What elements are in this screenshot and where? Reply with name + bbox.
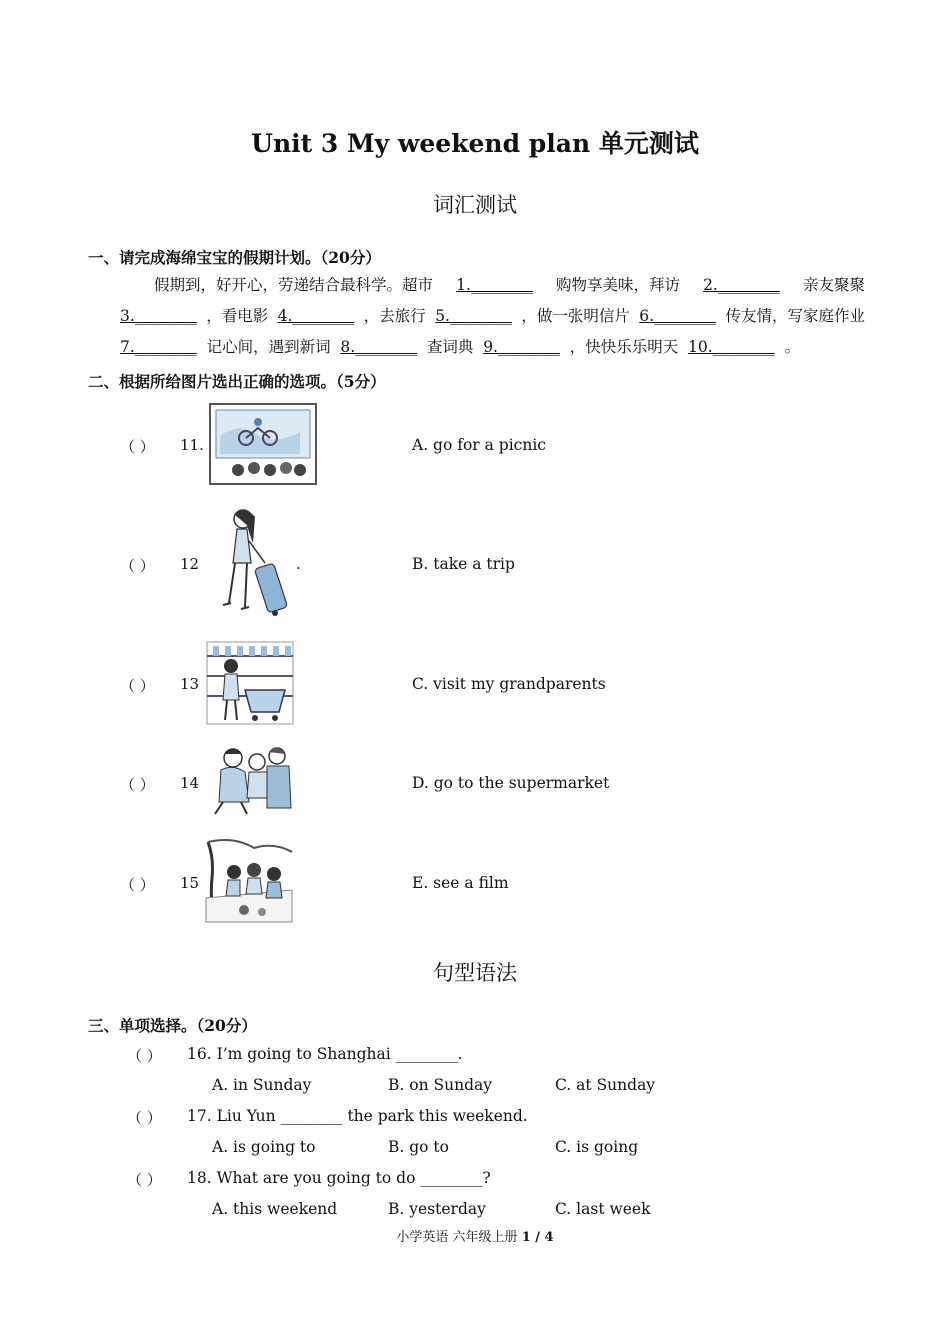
choice-c: C. is going (555, 1138, 639, 1156)
answer-bracket[interactable]: （ ） (120, 438, 155, 456)
answer-bracket[interactable]: （ ） (120, 776, 155, 794)
choice-c: C. last week (555, 1200, 651, 1218)
choice-b: B. yesterday (388, 1200, 486, 1218)
option-c: C. visit my grandparents (412, 675, 606, 693)
page-number: 1 / 4 (521, 1230, 554, 1245)
question-number: 13 (180, 675, 200, 693)
answer-bracket[interactable]: （ ） (120, 557, 155, 575)
family-picture (205, 742, 295, 818)
answer-bracket[interactable]: （ ） (127, 1047, 162, 1065)
choice-a: A. this weekend (212, 1200, 338, 1218)
supermarket-picture (205, 640, 295, 726)
page-footer: 小学英语 六年级上册 1 / 4 (396, 1230, 554, 1245)
option-a: A. go for a picnic (412, 436, 546, 454)
choice-b: B. on Sunday (388, 1076, 492, 1094)
paragraph-line: 7.________ 记心间，遇到新词 8.________ 查词典 9.________ ，快快乐乐明天 10.________ 。 (120, 332, 800, 363)
page-title: Unit 3 My weekend plan 单元测试 (251, 129, 699, 158)
blank[interactable]: 3.________ (120, 307, 197, 325)
blank[interactable]: 1.________ (456, 276, 533, 294)
blank[interactable]: 10.________ (688, 338, 775, 356)
blank[interactable]: 7.________ (120, 338, 197, 356)
question-number: 14 (180, 774, 200, 792)
option-b: B. take a trip (412, 555, 515, 573)
option-e: E. see a film (412, 874, 509, 892)
picnic-picture (204, 838, 294, 924)
blank[interactable]: 2.________ (703, 276, 780, 294)
part-heading-vocabulary: 词汇测试 (433, 193, 517, 217)
answer-bracket[interactable]: （ ） (127, 1109, 162, 1127)
section-1-paragraph (120, 270, 865, 363)
blank[interactable]: 9.________ (483, 338, 560, 356)
part-heading-grammar: 句型语法 (433, 961, 517, 985)
blank[interactable]: 8.________ (340, 338, 418, 356)
trailing-dot: . (296, 555, 301, 573)
cinema-picture (208, 402, 318, 486)
question-number: 12 (180, 555, 200, 573)
choice-b: B. go to (388, 1138, 449, 1156)
question-number: 11. (180, 436, 204, 454)
blank[interactable]: 5.________ (435, 307, 512, 325)
section-2-heading: 二、根据所给图片选出正确的选项。（5分） (88, 372, 386, 391)
question-number: 15 (180, 874, 200, 892)
question-stem: 17. Liu Yun ________ the park this weekend. (187, 1107, 528, 1125)
question-stem: 16. I’m going to Shanghai ________. (187, 1045, 463, 1063)
choice-a: A. is going to (212, 1138, 316, 1156)
section-3-heading: 三、单项选择。（20分） (88, 1016, 257, 1035)
girl-suitcase-picture (203, 503, 298, 619)
question-stem: 18. What are you going to do ________? (187, 1169, 491, 1187)
paragraph-line: 3.________ ，看电影 4.________ ，去旅行 5.________ ，做一张明信片 6.________ 传友情，写家庭作业 (120, 301, 865, 332)
choice-a: A. in Sunday (212, 1076, 312, 1094)
blank[interactable]: 4.________ (277, 307, 355, 325)
blank[interactable]: 6.________ (639, 307, 717, 325)
option-d: D. go to the supermarket (412, 774, 610, 792)
answer-bracket[interactable]: （ ） (120, 876, 155, 894)
answer-bracket[interactable]: （ ） (127, 1171, 162, 1189)
choice-c: C. at Sunday (555, 1076, 656, 1094)
section-1-heading: 一、请完成海绵宝宝的假期计划。（20分） (88, 248, 381, 267)
answer-bracket[interactable]: （ ） (120, 677, 155, 695)
paragraph-line: 假期到，好开心，劳递结合最科学。超市 1.________ 购物享美味，拜访 2.________ 亲友聚聚 (120, 270, 865, 301)
